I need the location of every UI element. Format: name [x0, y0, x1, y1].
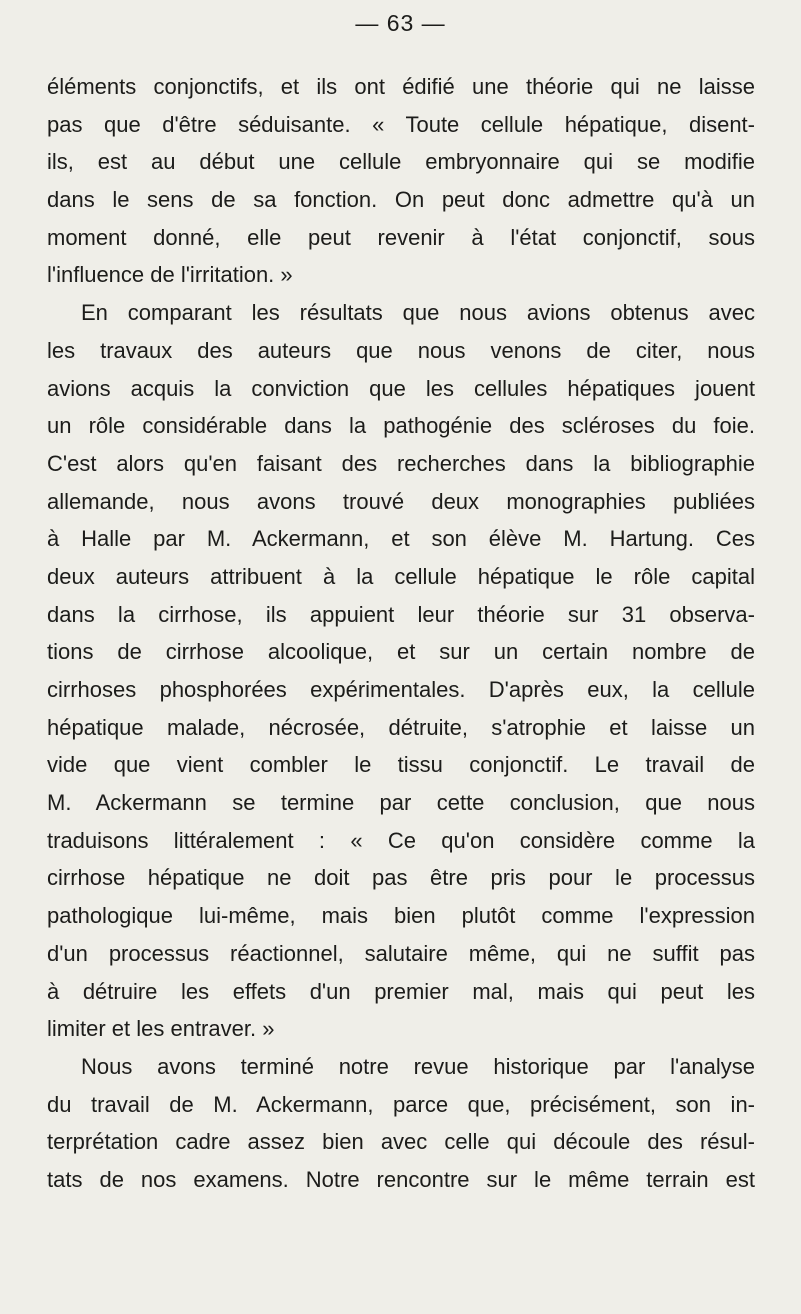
text-line: avions acquis la conviction que les cellules hépatiques jouent [47, 375, 755, 401]
text-line: vide que vient combler le tissu conjonctif. Le travail de [47, 752, 755, 778]
text-line: cirrhoses phosphorées expérimentales. D'après eux, la cellule [47, 677, 755, 702]
text-line: tats de nos examens. Notre rencontre sur le même terrain est [47, 1166, 755, 1192]
text-line: pathologique lui-même, mais bien plutôt comme l'expression [47, 903, 755, 929]
text-line: l'influence de l'irritation. » [47, 262, 293, 288]
text-line: moment donné, elle peut revenir à l'état conjonctif, sous [47, 224, 755, 250]
text-line: pas que d'être séduisante. « Toute cellule hépatique, disent- [47, 111, 755, 137]
text-line: Nous avons terminé notre revue historique par l'analyse [81, 1053, 755, 1079]
text-line: les travaux des auteurs que nous venons de citer, nous [47, 337, 755, 363]
text-line: C'est alors qu'en faisant des recherches dans la bibliographie [47, 450, 755, 476]
text-line: ils, est au début une cellule embryonnaire qui se modifie [47, 149, 755, 175]
text-line: allemande, nous avons trouvé deux monographies publiées [47, 488, 755, 514]
text-line: dans le sens de sa fonction. On peut donc admettre qu'à un [47, 187, 755, 213]
text-line: un rôle considérable dans la pathogénie des scléroses du foie. [47, 413, 755, 439]
text-line: à Halle par M. Ackermann, et son élève M. Hartung. Ces [47, 526, 755, 552]
text-line: tions de cirrhose alcoolique, et sur un certain nombre de [47, 639, 755, 665]
text-line: M. Ackermann se termine par cette conclusion, que nous [47, 790, 755, 816]
page-number: — 63 — [355, 10, 446, 36]
text-line: éléments conjonctifs, et ils ont édifié une théorie qui ne laisse [47, 74, 755, 99]
text-line: traduisons littéralement : « Ce qu'on considère comme la [47, 827, 755, 853]
text-line: du travail de M. Ackermann, parce que, précisément, son in- [47, 1091, 755, 1117]
text-line: deux auteurs attribuent à la cellule hépatique le rôle capital [47, 563, 755, 589]
text-line: En comparant les résultats que nous avions obtenus avec [81, 300, 755, 326]
text-line: limiter et les entraver. » [47, 1016, 275, 1042]
text-line: à détruire les effets d'un premier mal, mais qui peut les [47, 978, 755, 1004]
text-line: hépatique malade, nécrosée, détruite, s'atrophie et laisse un [47, 714, 755, 740]
text-line: d'un processus réactionnel, salutaire même, qui ne suffit pas [47, 940, 755, 966]
text-line: dans la cirrhose, ils appuient leur théorie sur 31 observa- [47, 601, 755, 627]
text-line: terprétation cadre assez bien avec celle qui découle des résul- [47, 1129, 755, 1155]
text-line: cirrhose hépatique ne doit pas être pris pour le processus [47, 865, 755, 891]
body-text [47, 68, 755, 1199]
